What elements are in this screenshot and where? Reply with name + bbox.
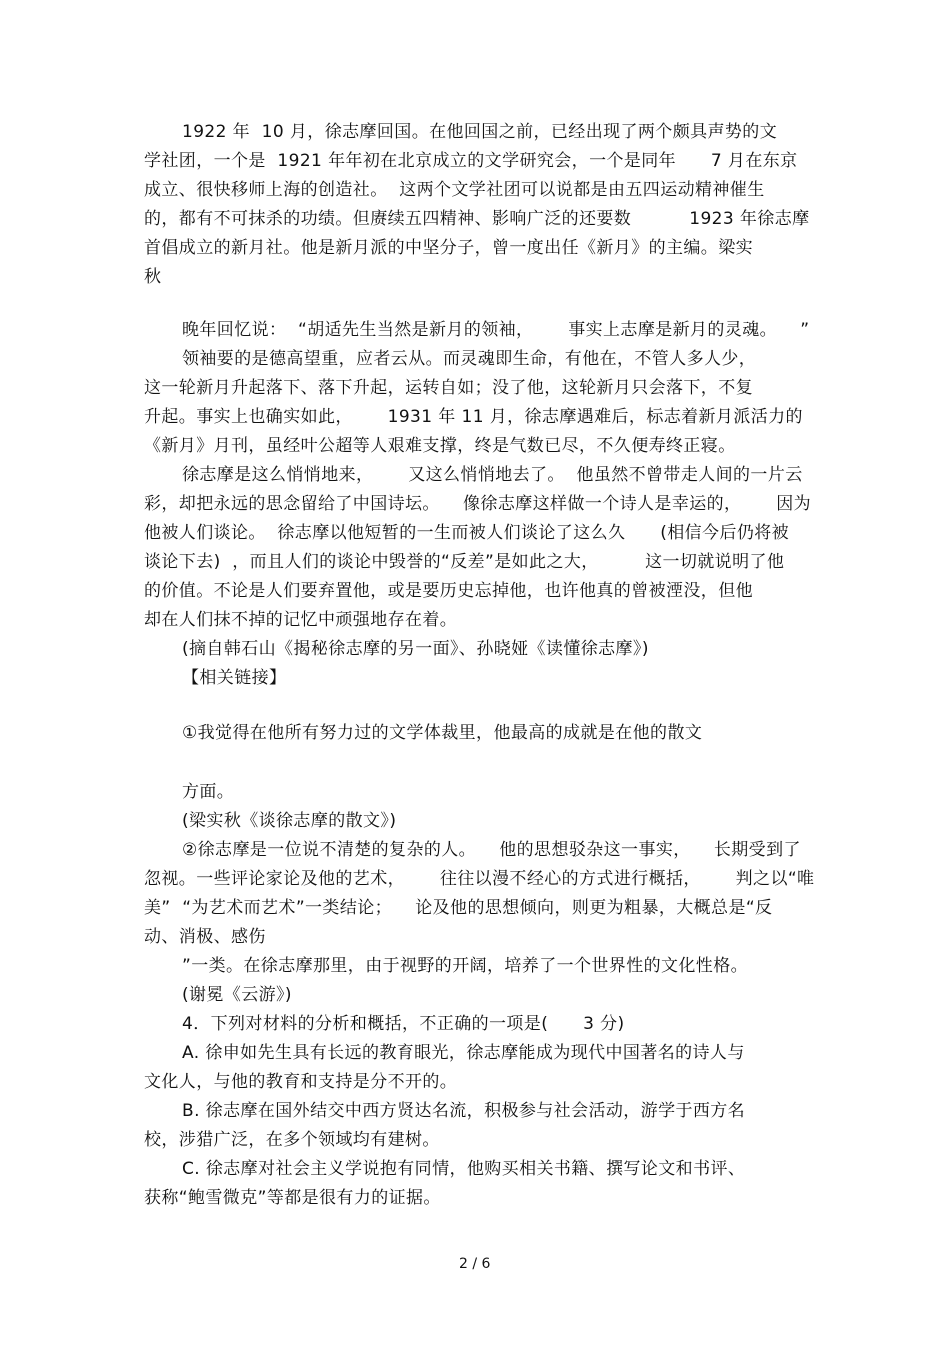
text-line: 1922 年 10 月，徐志摩回国。在他回国之前，已经出现了两个颇具声势的文: [182, 122, 778, 142]
text-line: 忽视。一些评论家论及他的艺术， 往往以漫不经心的方式进行概括， 判之以“唯: [144, 869, 815, 889]
option-b: B. 徐志摩在国外结交中西方贤达名流，积极参与社会活动，游学于西方名: [182, 1101, 746, 1121]
text-line: 美” “为艺术而艺术”一类结论； 论及他的思想倾向，则更为粗暴，大概总是“反: [144, 898, 773, 918]
text-line: 徐志摩是这么悄悄地来， 又这么悄悄地去了。 他虽然不曾带走人间的一片云: [182, 465, 803, 485]
text-line: 的价值。不论是人们要弃置他，或是要历史忘掉他，也许他真的曾被湮没，但他: [144, 581, 753, 601]
text-line: 这一轮新月升起落下、落下升起，运转自如；没了他，这轮新月只会落下，不复: [144, 378, 753, 398]
text-line: 方面。: [182, 782, 235, 802]
text-line: 彩，却把永远的思念留给了中国诗坛。 像徐志摩这样做一个诗人是幸运的， 因为: [144, 494, 812, 514]
text-line: 他被人们谈论。 徐志摩以他短暂的一生而被人们谈论了这么久 (相信今后仍将被: [144, 523, 790, 543]
text-line: ①我觉得在他所有努力过的文学体裁里，他最高的成就是在他的散文: [182, 723, 703, 743]
text-line: 的，都有不可抹杀的功绩。但赓续五四精神、影响广泛的还要数 1923 年徐志摩: [144, 209, 810, 229]
section-heading: 【相关链接】: [182, 668, 287, 688]
text-line: 首倡成立的新月社。他是新月派的中坚分子，曾一度出任《新月》的主编。梁实: [144, 238, 753, 258]
option-c: C. 徐志摩对社会主义学说抱有同情，他购买相关书籍、撰写论文和书评、: [182, 1159, 746, 1179]
option-c-cont: 获称“鲍雪微克”等都是很有力的证据。: [144, 1188, 441, 1208]
question-stem: 4．下列对材料的分析和概括，不正确的一项是( 3 分): [182, 1014, 625, 1034]
text-line: 成立、很快移师上海的创造社。 这两个文学社团可以说都是由五四运动精神催生: [144, 180, 765, 200]
text-line: 学社团，一个是 1921 年年初在北京成立的文学研究会，一个是同年 7 月在东京: [144, 151, 798, 171]
text-line: 秋: [144, 267, 162, 287]
text-line: 动、消极、感伤: [144, 927, 266, 947]
text-line: ②徐志摩是一位说不清楚的复杂的人。 他的思想驳杂这一事实， 长期受到了: [182, 840, 801, 860]
source-citation: (摘自韩石山《揭秘徐志摩的另一面》、孙晓娅《读懂徐志摩》): [182, 639, 649, 659]
text-line: 却在人们抹不掉的记忆中顽强地存在着。: [144, 610, 458, 630]
text-line: 《新月》月刊，虽经叶公超等人艰难支撑，终是气数已尽，不久便寿终正寝。: [144, 436, 736, 456]
text-line: 晚年回忆说： “胡适先生当然是新月的领袖， 事实上志摩是新月的灵魂。 ”: [182, 320, 810, 340]
text-line: ”一类。在徐志摩那里，由于视野的开阔，培养了一个世界性的文化性格。: [182, 956, 749, 976]
option-b-cont: 校，涉猎广泛，在多个领域均有建树。: [144, 1130, 440, 1150]
source-citation: (梁实秋《谈徐志摩的散文》): [182, 811, 397, 831]
page-number: 2 / 6: [459, 1256, 491, 1272]
source-citation: (谢冕《云游》): [182, 985, 292, 1005]
option-a: A. 徐申如先生具有长远的教育眼光，徐志摩能成为现代中国著名的诗人与: [182, 1043, 745, 1063]
text-line: 升起。事实上也确实如此， 1931 年 11 月，徐志摩遇难后，标志着新月派活力的: [144, 407, 803, 427]
option-a-cont: 文化人，与他的教育和支持是分不开的。: [144, 1072, 458, 1092]
text-line: 领袖要的是德高望重，应者云从。而灵魂即生命，有他在，不管人多人少，: [182, 349, 757, 369]
text-line: 谈论下去) ，而且人们的谈论中毁誉的“反差”是如此之大， 这一切就说明了他: [144, 552, 785, 572]
